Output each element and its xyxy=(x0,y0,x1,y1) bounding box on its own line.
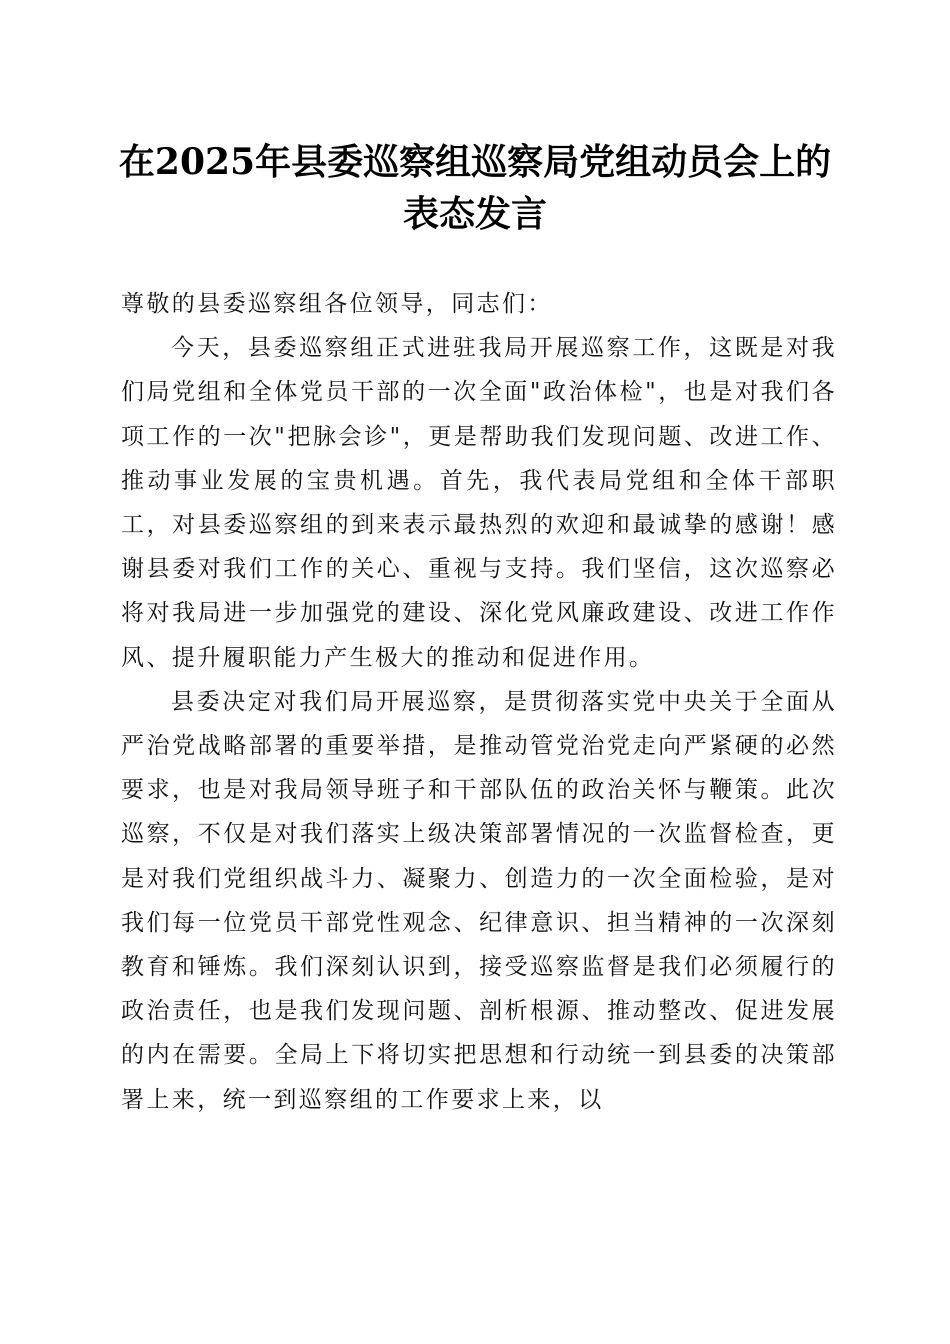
salutation: 尊敬的县委巡察组各位领导，同志们： xyxy=(121,291,553,317)
document-title xyxy=(100,136,850,240)
title-line-2: 表态发言 xyxy=(402,193,547,235)
title-line-1: 在2025年县委巡察组巡察局党组动员会上的 xyxy=(118,141,832,183)
paragraph-1: 今天，县委巡察组正式进驻我局开展巡察工作，这既是对我们局党组和全体党员干部的一次全面"政治体检"，也是对我们各项工作的一次"把脉会诊"，更是帮助我们发现问题、改进工作、推动事业发展的宝贵机遇。首先，我代表局党组和全体干部职工，对县委巡察组的到来表示最热烈的欢迎和最诚挚的感谢！感谢县委对我们工作的关心、重视与支持。我们坚信，这次巡察必将对我局进一步加强党的建设、深化党风廉政建设、改进工作作风、提升履职能力产生极大的推动和促进作用。 xyxy=(121,335,837,671)
paragraph-2: 县委决定对我们局开展巡察，是贯彻落实党中央关于全面从严治党战略部署的重要举措，是推动管党治党走向严紧硬的必然要求，也是对我局领导班子和干部队伍的政治关怀与鞭策。此次巡察，不仅是对我们落实上级决策部署情况的一次监督检查，更是对我们党组织战斗力、凝聚力、创造力的一次全面检验，是对我们每一位党员干部党性观念、纪律意识、担当精神的一次深刻教育和锤炼。我们深刻认识到，接受巡察监督是我们必须履行的政治责任，也是我们发现问题、剖析根源、推动整改、促进发展的内在需要。全局上下将切实把思想和行动统一到县委的决策部署上来，统一到巡察组的工作要求上来，以 xyxy=(121,688,837,1113)
document-body xyxy=(121,282,837,1122)
